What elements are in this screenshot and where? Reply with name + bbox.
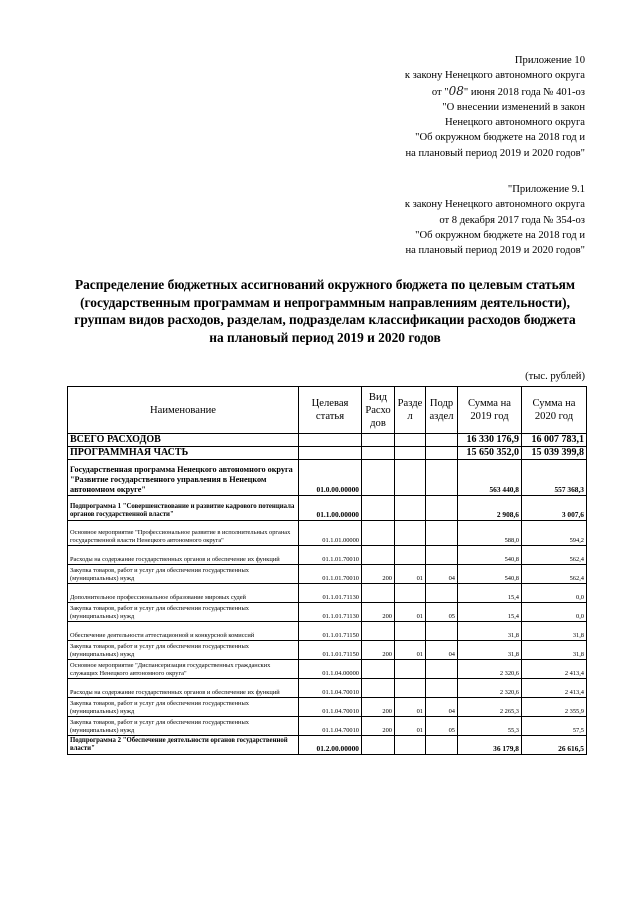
header-line: на плановый период 2019 и 2020 годов" bbox=[405, 245, 585, 257]
col-header-name: Наименование bbox=[68, 387, 299, 434]
cell-sum2020: 31,8 bbox=[522, 641, 587, 660]
table-body bbox=[68, 434, 587, 755]
cell-name: Обеспечение деятельности аттестационной и конкурсной комиссий bbox=[68, 622, 299, 641]
cell-sum2019: 36 179,8 bbox=[458, 736, 522, 755]
cell-subsection bbox=[426, 546, 458, 565]
cell-kind bbox=[362, 496, 395, 521]
title-line: (государственным программам и непрограммным направлениям деятельности), bbox=[80, 294, 570, 310]
header-line: "Приложение 9.1 bbox=[507, 184, 585, 195]
cell-sum2020: 3 007,6 bbox=[522, 496, 587, 521]
header-line: "О внесении изменений в закон bbox=[442, 101, 585, 113]
cell-subsection: 04 bbox=[426, 641, 458, 660]
cell-section: 01 bbox=[395, 565, 426, 584]
cell-sum2019: 563 440,8 bbox=[458, 460, 522, 496]
cell-section bbox=[395, 521, 426, 546]
cell-subsection bbox=[426, 622, 458, 641]
cell-target: 01.1.01.71130 bbox=[299, 603, 362, 622]
cell-subsection bbox=[426, 521, 458, 546]
table-row bbox=[68, 717, 587, 736]
cell-target bbox=[299, 447, 362, 460]
cell-kind bbox=[362, 660, 395, 679]
cell-target: 01.2.00.00000 bbox=[299, 736, 362, 755]
cell-kind: 200 bbox=[362, 698, 395, 717]
header-line: к закону Ненецкого автономного округа bbox=[404, 199, 585, 211]
title-line: Распределение бюджетных ассигнований окружного бюджета по целевым статьям bbox=[74, 277, 576, 292]
header-line: Ненецкого автономного округа bbox=[445, 117, 585, 129]
cell-name: Закупка товаров, работ и услуг для обеспечения государственных (муниципальных) нужд bbox=[68, 641, 299, 660]
cell-kind bbox=[362, 460, 395, 496]
cell-section bbox=[395, 447, 426, 460]
header-line: от 8 декабря 2017 года № 354-оз bbox=[439, 214, 585, 226]
cell-sum2019: 2 265,3 bbox=[458, 698, 522, 717]
cell-sum2020: 2 355,9 bbox=[522, 698, 587, 717]
cell-sum2019: 540,8 bbox=[458, 565, 522, 584]
cell-sum2019: 15,4 bbox=[458, 584, 522, 603]
cell-section bbox=[395, 736, 426, 755]
cell-target: 01.1.01.71130 bbox=[299, 584, 362, 603]
cell-sum2020: 557 368,3 bbox=[522, 460, 587, 496]
cell-kind: 200 bbox=[362, 641, 395, 660]
cell-subsection: 05 bbox=[426, 717, 458, 736]
table-row bbox=[68, 679, 587, 698]
cell-subsection: 04 bbox=[426, 698, 458, 717]
col-header-section: Разде л bbox=[395, 387, 426, 434]
cell-sum2020: 562,4 bbox=[522, 546, 587, 565]
cell-target: 01.1.01.70010 bbox=[299, 565, 362, 584]
cell-sum2019: 2 320,6 bbox=[458, 679, 522, 698]
cell-subsection bbox=[426, 460, 458, 496]
cell-name: ВСЕГО РАСХОДОВ bbox=[68, 434, 299, 447]
cell-sum2020: 31,8 bbox=[522, 622, 587, 641]
cell-name: Основное мероприятие "Профессиональное развитие в исполнительных органах государственной власти Ненецкого автономного округа" bbox=[68, 521, 299, 546]
cell-target: 01.1.01.00000 bbox=[299, 521, 362, 546]
col-header-kind: Вид Расхо дов bbox=[362, 387, 395, 434]
cell-target: 01.1.04.00000 bbox=[299, 660, 362, 679]
col-header-sum-2020: Сумма на 2020 год bbox=[522, 387, 587, 434]
cell-sum2019: 31,8 bbox=[458, 641, 522, 660]
cell-sum2019: 15 650 352,0 bbox=[458, 447, 522, 460]
cell-sum2020: 0,0 bbox=[522, 584, 587, 603]
cell-kind bbox=[362, 434, 395, 447]
table-row bbox=[68, 565, 587, 584]
cell-sum2020: 16 007 783,1 bbox=[522, 434, 587, 447]
cell-kind bbox=[362, 679, 395, 698]
header-line-date bbox=[405, 84, 585, 100]
cell-sum2020: 562,4 bbox=[522, 565, 587, 584]
cell-kind bbox=[362, 521, 395, 546]
table-row bbox=[68, 698, 587, 717]
cell-section: 01 bbox=[395, 698, 426, 717]
cell-name: Подпрограмма 2 "Обеспечение деятельности органов государственной власти" bbox=[68, 736, 299, 755]
cell-target: 01.1.00.00000 bbox=[299, 496, 362, 521]
cell-section bbox=[395, 660, 426, 679]
table-row bbox=[68, 546, 587, 565]
cell-target: 01.1.04.70010 bbox=[299, 679, 362, 698]
table-row bbox=[68, 447, 587, 460]
header-line: "Об окружном бюджете на 2018 год и bbox=[415, 132, 585, 144]
cell-kind bbox=[362, 736, 395, 755]
cell-section bbox=[395, 546, 426, 565]
cell-section: 01 bbox=[395, 641, 426, 660]
date-rest: июня 2018 года № 401-оз bbox=[470, 86, 585, 98]
header-line: Приложение 10 bbox=[514, 55, 585, 66]
cell-section bbox=[395, 679, 426, 698]
cell-name: Государственная программа Ненецкого автономного округа "Развитие государственного управления в Ненецком автономном округе" bbox=[68, 460, 299, 496]
handwritten-day: 08 bbox=[448, 83, 464, 98]
cell-target: 01.0.00.00000 bbox=[299, 460, 362, 496]
cell-sum2020: 594,2 bbox=[522, 521, 587, 546]
cell-name: Подпрограмма 1 "Совершенствование и развитие кадрового потенциала органов государственной власти" bbox=[68, 496, 299, 521]
cell-section bbox=[395, 460, 426, 496]
date-prefix: от " bbox=[431, 86, 449, 98]
cell-section bbox=[395, 584, 426, 603]
cell-sum2019: 588,0 bbox=[458, 521, 522, 546]
cell-sum2020: 2 413,4 bbox=[522, 679, 587, 698]
cell-subsection bbox=[426, 660, 458, 679]
cell-sum2019: 16 330 176,9 bbox=[458, 434, 522, 447]
col-header-sum-2019: Сумма на 2019 год bbox=[458, 387, 522, 434]
cell-name: Дополнительное профессиональное образование мировых судей bbox=[68, 584, 299, 603]
cell-target: 01.1.01.71150 bbox=[299, 622, 362, 641]
cell-sum2019: 55,3 bbox=[458, 717, 522, 736]
cell-sum2019: 31,8 bbox=[458, 622, 522, 641]
cell-sum2019: 2 320,6 bbox=[458, 660, 522, 679]
table-header-row bbox=[68, 387, 587, 434]
appendix-9-1-header bbox=[405, 182, 585, 258]
cell-sum2019: 2 908,6 bbox=[458, 496, 522, 521]
cell-kind bbox=[362, 546, 395, 565]
cell-kind bbox=[362, 584, 395, 603]
cell-section bbox=[395, 434, 426, 447]
appendix-10-header bbox=[405, 53, 585, 161]
table-row bbox=[68, 496, 587, 521]
cell-subsection bbox=[426, 736, 458, 755]
header-line: "Об окружном бюджете на 2018 год и bbox=[415, 229, 585, 241]
cell-section: 01 bbox=[395, 717, 426, 736]
cell-name: Закупка товаров, работ и услуг для обеспечения государственных (муниципальных) нужд bbox=[68, 565, 299, 584]
cell-sum2020: 0,0 bbox=[522, 603, 587, 622]
table-row bbox=[68, 584, 587, 603]
budget-table bbox=[67, 386, 587, 755]
cell-sum2020: 26 616,5 bbox=[522, 736, 587, 755]
cell-kind: 200 bbox=[362, 717, 395, 736]
cell-sum2020: 2 413,4 bbox=[522, 660, 587, 679]
cell-name: Расходы на содержание государственных органов и обеспечение их функций bbox=[68, 546, 299, 565]
table-row bbox=[68, 603, 587, 622]
cell-name: ПРОГРАММНАЯ ЧАСТЬ bbox=[68, 447, 299, 460]
cell-target: 01.1.04.70010 bbox=[299, 698, 362, 717]
title-line: группам видов расходов, разделам, подразделам классификации расходов бюджета bbox=[74, 312, 576, 328]
cell-sum2020: 15 039 399,8 bbox=[522, 447, 587, 460]
cell-name: Закупка товаров, работ и услуг для обеспечения государственных (муниципальных) нужд bbox=[68, 698, 299, 717]
table-row bbox=[68, 622, 587, 641]
units-label: (тыс. рублей) bbox=[525, 371, 585, 382]
table-row bbox=[68, 641, 587, 660]
cell-subsection bbox=[426, 496, 458, 521]
cell-subsection: 05 bbox=[426, 603, 458, 622]
title-line: на плановый период 2019 и 2020 годов bbox=[209, 329, 441, 345]
cell-section bbox=[395, 496, 426, 521]
header-line: на плановый период 2019 и 2020 годов" bbox=[405, 147, 585, 159]
cell-kind: 200 bbox=[362, 565, 395, 584]
date-suffix: " bbox=[463, 86, 471, 98]
cell-kind bbox=[362, 622, 395, 641]
cell-name: Расходы на содержание государственных органов и обеспечение их функций bbox=[68, 679, 299, 698]
cell-kind bbox=[362, 447, 395, 460]
cell-subsection bbox=[426, 679, 458, 698]
cell-name: Закупка товаров, работ и услуг для обеспечения государственных (муниципальных) нужд bbox=[68, 603, 299, 622]
table-row bbox=[68, 736, 587, 755]
col-header-subsection: Подр аздел bbox=[426, 387, 458, 434]
cell-subsection bbox=[426, 447, 458, 460]
cell-sum2020: 57,5 bbox=[522, 717, 587, 736]
cell-target: 01.1.01.70010 bbox=[299, 546, 362, 565]
col-header-target: Целевая статья bbox=[299, 387, 362, 434]
document-title bbox=[40, 276, 610, 346]
header-line: к закону Ненецкого автономного округа bbox=[404, 70, 585, 82]
cell-target bbox=[299, 434, 362, 447]
cell-subsection: 04 bbox=[426, 565, 458, 584]
cell-target: 01.1.01.71150 bbox=[299, 641, 362, 660]
cell-target: 01.1.04.70010 bbox=[299, 717, 362, 736]
cell-subsection bbox=[426, 434, 458, 447]
cell-sum2019: 15,4 bbox=[458, 603, 522, 622]
table-row bbox=[68, 434, 587, 447]
cell-section bbox=[395, 622, 426, 641]
cell-name: Основное мероприятие "Диспансеризация государственных гражданских служащих Ненецкого автономного округа" bbox=[68, 660, 299, 679]
cell-sum2019: 540,8 bbox=[458, 546, 522, 565]
cell-name: Закупка товаров, работ и услуг для обеспечения государственных (муниципальных) нужд bbox=[68, 717, 299, 736]
table-row bbox=[68, 460, 587, 496]
cell-kind: 200 bbox=[362, 603, 395, 622]
table-row bbox=[68, 521, 587, 546]
cell-subsection bbox=[426, 584, 458, 603]
cell-section: 01 bbox=[395, 603, 426, 622]
table-row bbox=[68, 660, 587, 679]
